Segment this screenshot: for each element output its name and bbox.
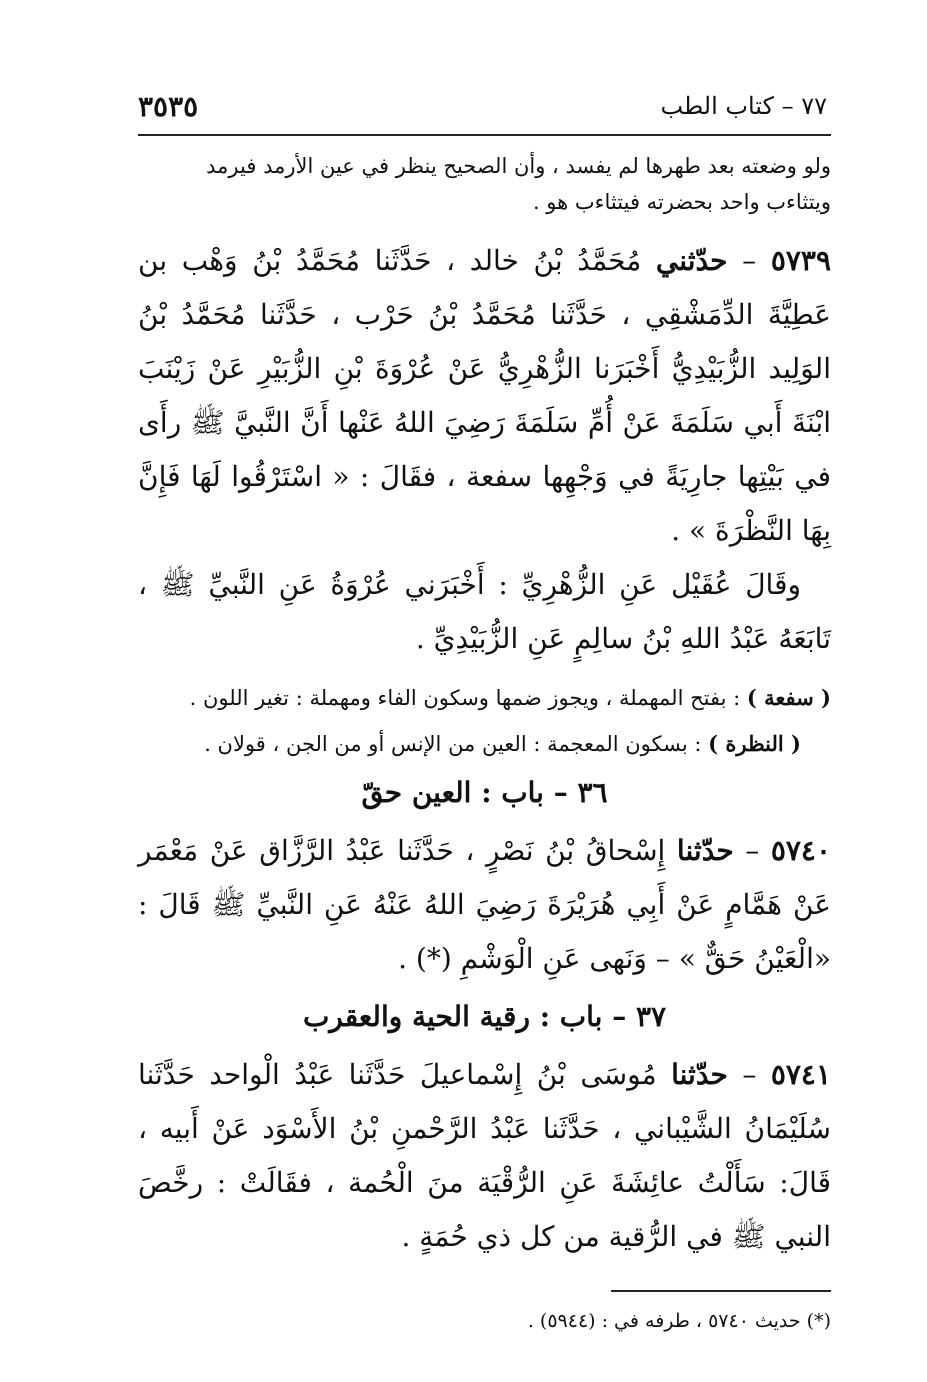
hadith-text: إِسْحاقُ بْنُ نَصْرٍ ، حَدَّثَنا عَبْدُ الرَّزَّاق عَنْ مَعْمَر عَنْ هَمَّامٍ عَنْ أَبِي هُرَيْرَةَ رَضِيَ اللهُ عَنْهُ عَنِ النَّبيِّ ﷺ قَالَ : «الْعَيْنُ حَقٌّ » – وَنَهى عَنِ الْوَشْمِ (*) . (138, 834, 831, 975)
hadith-number: ٥٧٣٩ (770, 244, 831, 277)
note-saf-a (138, 680, 831, 716)
chapter-title: ٧٧ – كتاب الطب (660, 92, 827, 120)
intro-line-2: ويتثاءب واحد بحضرته فيتثاءب هو . (532, 190, 831, 214)
note-text: : بسكون المعجمة : العين من الإنس أو من الجن ، قولان . (204, 732, 709, 756)
page-number: ٣٥٣٥ (138, 90, 199, 123)
hadith-number: ٥٧٤١ (770, 1058, 831, 1091)
hadith-5741 (138, 1048, 831, 1264)
hadith-lead: حدّثنا (671, 1058, 728, 1091)
book-page (60, 72, 867, 1332)
hadith-number: ٥٧٤٠ (770, 834, 831, 867)
hadith-lead: حدّثنا (676, 834, 734, 867)
note-nazra (138, 726, 831, 762)
hadith-text: مُوسَى بْنُ إِسْماعيلَ حَدَّثَنا عَبْدُ الْواحد حَدَّثَنا سُلَيْمَانُ الشَّيْباني ، حَدَّثَنا عَبْدُ الرَّحْمنِ بْنُ الأَسْوَد عَنْ أَبيه ، قَالَ: سَأَلْتُ عائِشَةَ عَنِ الرُّقْيَة منَ الْحُمة ، فقَالَتْ : رخَّصَ النبي ﷺ في الرُّقية من كل ذي حُمَةٍ . (138, 1058, 831, 1253)
page-header (60, 72, 867, 124)
footnote: (*) حديث ٥٧٤٠ ، طرفه في : (٥٩٤٤) . (527, 1310, 831, 1332)
note-text: : بفتح المهملة ، ويجوز ضمها وسكون الفاء ومهملة : تغير اللون . (189, 686, 747, 710)
hadith-5740 (138, 824, 831, 986)
hadith-dash: – (733, 834, 771, 867)
footnote-rule (611, 1290, 831, 1292)
page-body (138, 148, 831, 1336)
hadith-lead: حدّثني (655, 244, 728, 277)
note-term: ( سفعة ) (746, 685, 831, 710)
bab-36-heading: ٣٦ – باب : العين حقّ (361, 776, 608, 809)
note-term: ( النظرة ) (708, 731, 801, 756)
header-rule (138, 134, 831, 136)
bab-37-heading: ٣٧ – باب : رقية الحية والعقرب (302, 1000, 667, 1033)
hadith-dash: – (727, 244, 771, 277)
hadith-text: مُحَمَّدُ بْنُ خالد ، حَدَّثَنا مُحَمَّدُ بْنُ وَهْب بن عَطِيَّةَ الدِّمَشْقِي ، حَدَّثَنا مُحَمَّدُ بْنُ حَرْب ، حَدَّثَنا مُحَمَّدُ بْنُ الوَلِيد الزُّبَيْدِيُّ أَخْبَرَنا الزُّهْرِيُّ عَنْ عُرْوَةَ بْنِ الزُّبَيْرِ عَنْ زَيْنَبَ ابْنَةَ أَبي سَلَمَةَ عَنْ أُمِّ سَلَمَةَ رَضِيَ اللهُ عَنْها أَنَّ النَّبيَّ ﷺ رأَى في بَيْتِها جارِيَةً في وَجْهِها سفعة ، فقَالَ : « اسْتَرْقُوا لَهَا فَإِنَّ بِهَا النَّظْرَةَ » . (138, 244, 831, 547)
hadith-dash: – (727, 1058, 771, 1091)
hadith-5739 (138, 234, 831, 558)
intro-line-1: ولو وضعته بعد طهرها لم يفسد ، وأن الصحيح ينظر في عين الأرمد فيرمد (206, 154, 831, 178)
hadith-5739-follow: وقَالَ عُقَيْل عَنِ الزُّهْرِيِّ : أَخْبَرَني عُرْوَةُ عَنِ النَّبيِّ ﷺ ، تَابَعَهُ عَبْدُ اللهِ بْنُ سالِمٍ عَنِ الزُّبَيْدِيِّ . (138, 568, 831, 655)
